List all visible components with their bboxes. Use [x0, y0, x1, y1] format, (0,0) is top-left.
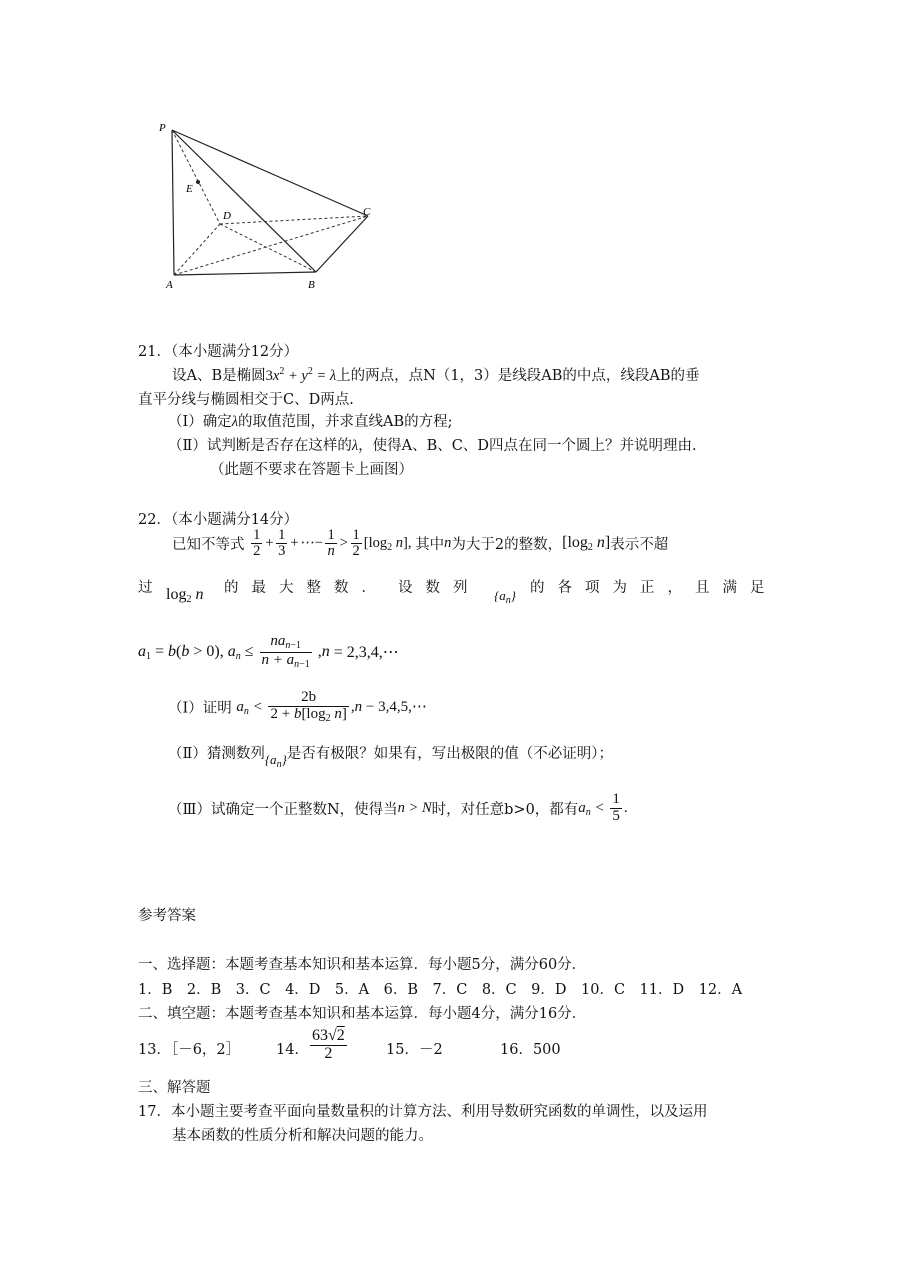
- q22-line2: [138, 576, 778, 606]
- floor-log-expr: [$\log_2$ n]: [562, 534, 611, 554]
- answers-fill: [138, 1028, 658, 1068]
- label-e: E: [186, 183, 193, 195]
- label-b: B: [308, 279, 315, 291]
- n-greater-N: n > N: [397, 799, 432, 816]
- q22-mid-c: 表示不超: [610, 537, 669, 554]
- sequence-an: $\{a_n\}$: [494, 588, 516, 606]
- inequality-formula: $\frac{1}{2}$ + $\frac{1}{3}$ +⋯− $\frac{1}{n}$ > $\frac{1}{2}$ [$\log_2$ n],: [253, 527, 412, 560]
- q22-part2: [168, 742, 614, 770]
- answer-14-value: $\frac{63√2}{2}$: [312, 1027, 345, 1062]
- q21-line1-text-a: 设A、B是椭圆: [172, 368, 266, 384]
- label-a: A: [166, 279, 173, 291]
- q22-mid-b: 为大于2的整数，: [451, 537, 563, 554]
- part1-formula: $a_n$ < $\frac{2b}{2 + b[\log_2 n]}$ ,n − 3,4,5,⋯: [236, 689, 427, 724]
- q22-line2-d: 的各项为正，且满足: [530, 580, 778, 596]
- n-symbol: n: [444, 535, 452, 552]
- q22-intro: 已知不等式: [172, 537, 245, 554]
- q21-line1: [172, 364, 700, 385]
- lambda-symbol: λ: [351, 438, 359, 454]
- label-p: P: [159, 122, 166, 134]
- q21-line1-text-b: 上的两点，点N（1，3）是线段AB的中点，线段AB的垂: [336, 368, 700, 384]
- q21-line2: 直平分线与椭圆相交于C、D两点.: [138, 392, 354, 408]
- q22-part3: [168, 792, 628, 825]
- lambda-symbol: λ: [231, 414, 239, 430]
- q22-header: 22．（本小题满分14分）: [138, 512, 299, 528]
- answers-section1: 一、选择题：本题考查基本知识和基本运算．每小题5分，满分60分．: [138, 957, 587, 973]
- sequence-an: $\{a_n\}$: [264, 752, 287, 770]
- q21-part2: [168, 434, 697, 455]
- q21-note: （此题不要求在答题卡上画图）: [210, 462, 413, 478]
- answer-14-label: 14．: [276, 1042, 309, 1058]
- answers-section3: 三、解答题: [138, 1080, 211, 1096]
- q21-part2-text-b: ，使得A、B、C、D四点在同一个圆上？并说明理由.: [358, 438, 697, 454]
- label-c: C: [363, 206, 371, 218]
- q22-line1: [172, 528, 668, 559]
- answer-15: 15．－2: [386, 1042, 443, 1058]
- answers-choices: 1．B 2．B 3．C 4．D 5．A 6．B 7．C 8．C 9．D 10．C 11．D 12．A: [138, 982, 743, 998]
- answer-16: 16．500: [500, 1042, 561, 1058]
- q21-part1-text-b: 的取值范围，并求直线AB的方程;: [238, 414, 453, 430]
- q22-line2-b: 的最大整数．: [224, 580, 389, 596]
- q22-part2-text-b: 是否有极限？如果有，写出极限的值（不必证明）；: [286, 746, 614, 762]
- log2n-expr: $\log_2 n$: [166, 586, 204, 605]
- q21-part2-text-a: （Ⅱ）试判断是否存在这样的: [168, 438, 352, 454]
- q22-part1: [168, 690, 427, 724]
- answers-title: 参考答案: [138, 908, 196, 924]
- answer-13: 13．［－6，2］: [138, 1042, 241, 1058]
- answer-17-line1: 17．本小题主要考查平面向量数量积的计算方法、利用导数研究函数的单调性，以及运用: [138, 1104, 708, 1120]
- answers-section2: 二、填空题：本题考查基本知识和基本运算．每小题4分，满分16分．: [138, 1006, 587, 1022]
- answer-17-line2: 基本函数的性质分析和解决问题的能力。: [172, 1128, 433, 1144]
- q22-part1-text: （Ⅰ）证明: [168, 700, 232, 717]
- label-d: D: [223, 210, 231, 222]
- q21-header: 21．（本小题满分12分）: [138, 344, 299, 360]
- q22-part3-text-a: （Ⅲ）试确定一个正整数N，使得当: [168, 801, 398, 818]
- q21-part1-text-a: （Ⅰ）确定: [168, 414, 232, 430]
- pyramid-figure: [150, 118, 390, 293]
- q22-part2-text-a: （Ⅱ）猜测数列: [168, 746, 265, 762]
- q22-part3-text-b: 时，对任意b>0，都有: [431, 801, 579, 818]
- part3-formula: $a_n$ < $\frac{1}{5}$ .: [578, 791, 628, 824]
- q21-part1: [168, 410, 453, 431]
- q22-mid-a: 其中: [415, 537, 445, 554]
- q22-line2-a: 过: [138, 580, 153, 596]
- sequence-definition: $a_1 = b(b > 0)$, an ≤ $\frac{na_{n-1}}{n + a_{n-1}}$ ,n = 2,3,4,⋯: [138, 633, 399, 670]
- ellipse-equation: $3x^2 + y^2 = \lambda$: [265, 366, 337, 384]
- q22-line2-c: 设数列: [398, 580, 481, 596]
